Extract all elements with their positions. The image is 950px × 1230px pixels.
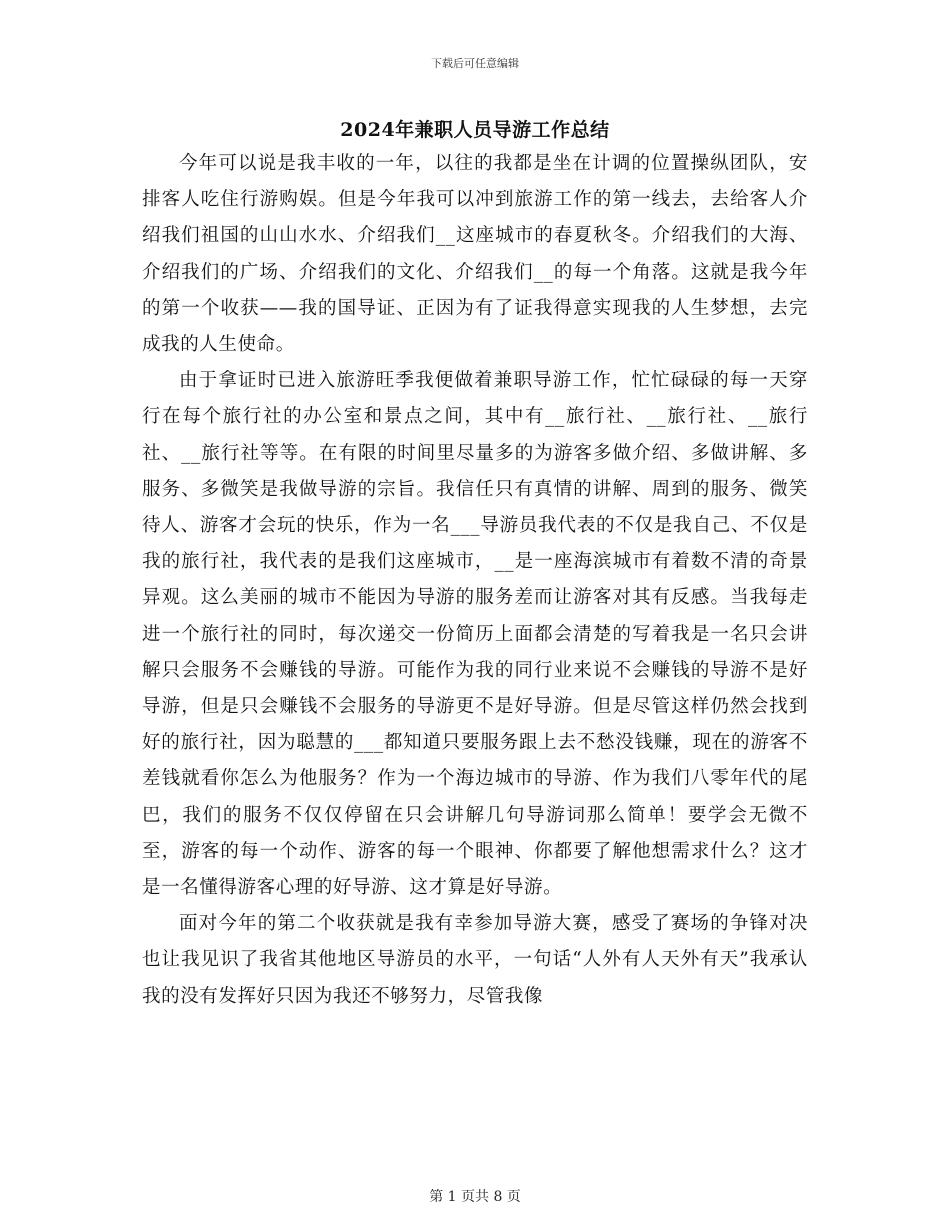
paragraph-1: 今年可以说是我丰收的一年，以往的我都是坐在计调的位置操纵团队，安排客人吃住行游购娱。但是今年我可以冲到旅游工作的第一线去，去给客人介绍我们祖国的山山水水、介绍我们__这座城市的春夏秋冬。介绍我们的大海、介绍我们的广场、介绍我们的文化、介绍我们__的每一个角落。这就是我今年的第一个收获——我的国导证、正因为有了证我得意实现我的人生梦想，去完成我的人生使命。 [142,153,808,356]
document-title: 2024年兼职人员导游工作总结 [340,119,610,141]
page-number: 第 1 页共 8 页 [429,1189,521,1205]
document-body [142,146,808,1015]
paragraph-3: 面对今年的第二个收获就是我有幸参加导游大赛，感受了赛场的争锋对决也让我见识了我省其他地区导游员的水平，一句话“人外有人天外有天”我承认我的没有发挥好只因为我还不够努力，尽管我像 [142,913,808,1007]
paragraph-2: 由于拿证时已进入旅游旺季我便做着兼职导游工作，忙忙碌碌的每一天穿行在每个旅行社的办公室和景点之间，其中有__旅行社、__旅行社、__旅行社、__旅行社等等。在有限的时间里尽量多的为游客多做介绍、多做讲解、多服务、多微笑是我做导游的宗旨。我信任只有真情的讲解、周到的服务、微笑待人、游客才会玩的快乐，作为一名___导游员我代表的不仅是我自己、不仅是我的旅行社，我代表的是我们这座城市，__是一座海滨城市有着数不清的奇景异观。这么美丽的城市不能因为导游的服务差而让游客对其有反感。当我每走进一个旅行社的同时，每次递交一份简历上面都会清楚的写着我是一名只会讲解只会服务不会赚钱的导游。可能作为我的同行业来说不会赚钱的导游不是好导游，但是只会赚钱不会服务的导游更不是好导游。但是尽管这样仍然会找到好的旅行社，因为聪慧的___都知道只要服务跟上去不愁没钱赚，现在的游客不差钱就看你怎么为他服务？作为一个海边城市的导游、作为我们八零年代的尾巴，我们的服务不仅仅停留在只会讲解几句导游词那么简单！要学会无微不至，游客的每一个动作、游客的每一个眼神、你都要了解他想需求什么？这才是一名懂得游客心理的好导游、这才算是好导游。 [142,370,808,899]
page-header: 下载后可任意编辑 [431,57,519,70]
